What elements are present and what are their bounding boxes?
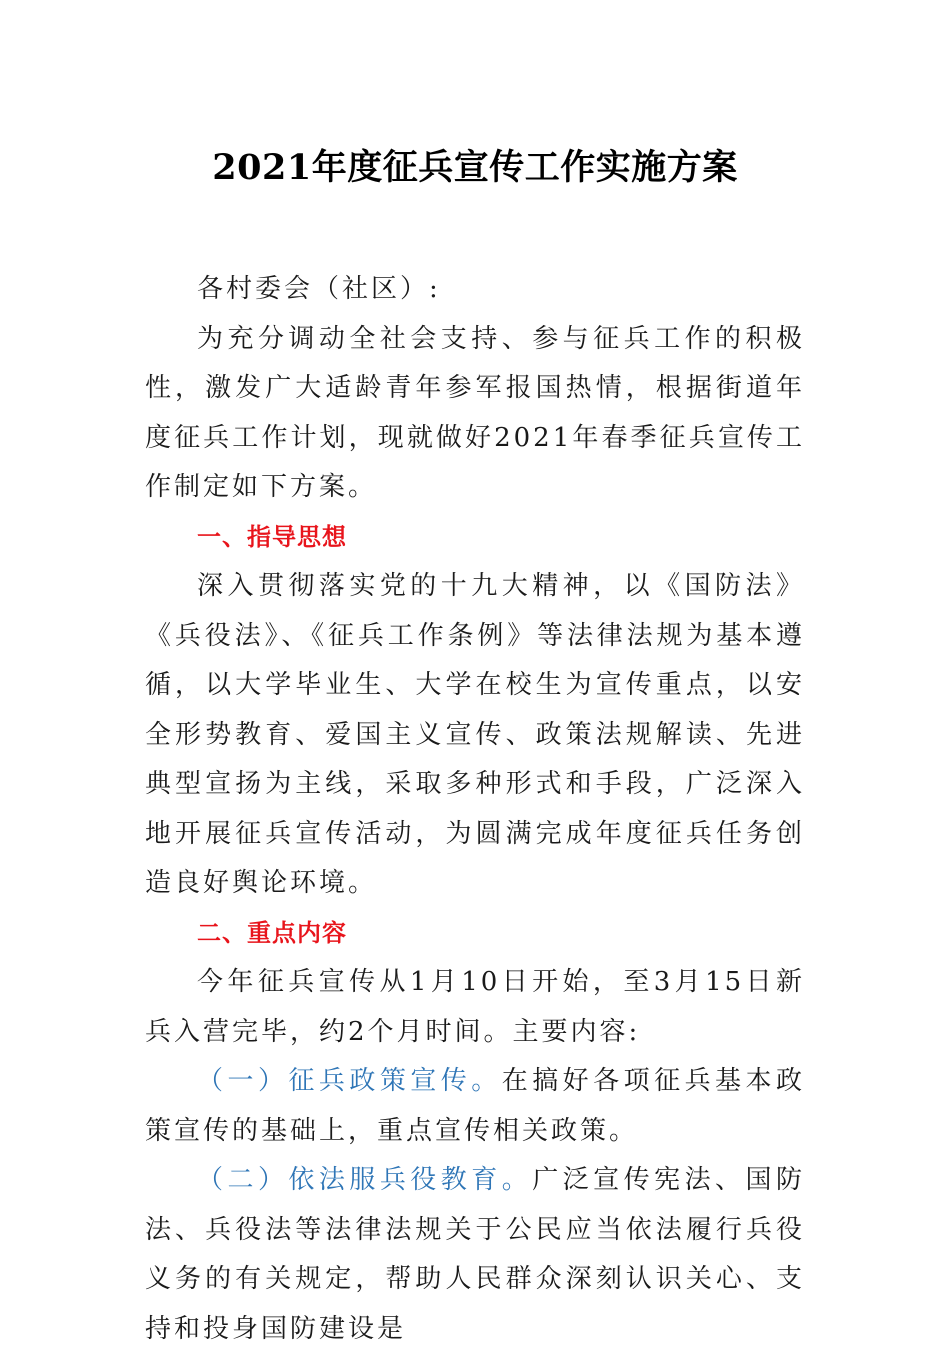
salutation: 各村委会（社区）: [197, 274, 441, 304]
section-paragraph-guiding-ideology: 深入贯彻落实党的十九大精神，以《国防法》《兵役法》、《征兵工作条例》等法律法规为基本遵循，以大学毕业生、大学在校生为宣传重点，以安全形势教育、爱国主义宣传、政策法规解读、先进典型宣扬为主线，采取多种形式和手段，广泛深入地开展征兵宣传活动，为圆满完成年度征兵任务创造良好舆论环境。 [145, 571, 805, 898]
section-heading-guiding-ideology: 一、指导思想 [197, 522, 347, 551]
item-paragraph-military-service-education [145, 1156, 805, 1354]
item-label-military-service-education: （二）依法服兵役教育。 [197, 1165, 533, 1195]
item-text-policy-publicity: 在搞好各项征兵基本政策宣传的基础上，重点宣传相关政策。 [145, 1066, 805, 1146]
intro-paragraph: 为充分调动全社会支持、参与征兵工作的积极性，激发广大适龄青年参军报国热情，根据街道年度征兵工作计划，现就做好2021年春季征兵宣传工作制定如下方案。 [145, 323, 805, 502]
document-title: 2021年度征兵宣传工作实施方案 [212, 147, 738, 188]
item-paragraph-policy-publicity [145, 1057, 805, 1156]
section-paragraph-key-content: 今年征兵宣传从1月10日开始，至3月15日新兵入营完毕，约2个月时间。主要内容: [145, 967, 805, 1047]
item-label-policy-publicity: （一）征兵政策宣传。 [197, 1066, 502, 1096]
document-body [145, 265, 805, 1354]
item-text-military-service-education: 广泛宣传宪法、国防法、兵役法等法律法规关于公民应当依法履行兵役义务的有关规定，帮助人民群众深刻认识关心、支持和投身国防建设是 [145, 1165, 805, 1344]
section-heading-key-content: 二、重点内容 [197, 918, 347, 947]
